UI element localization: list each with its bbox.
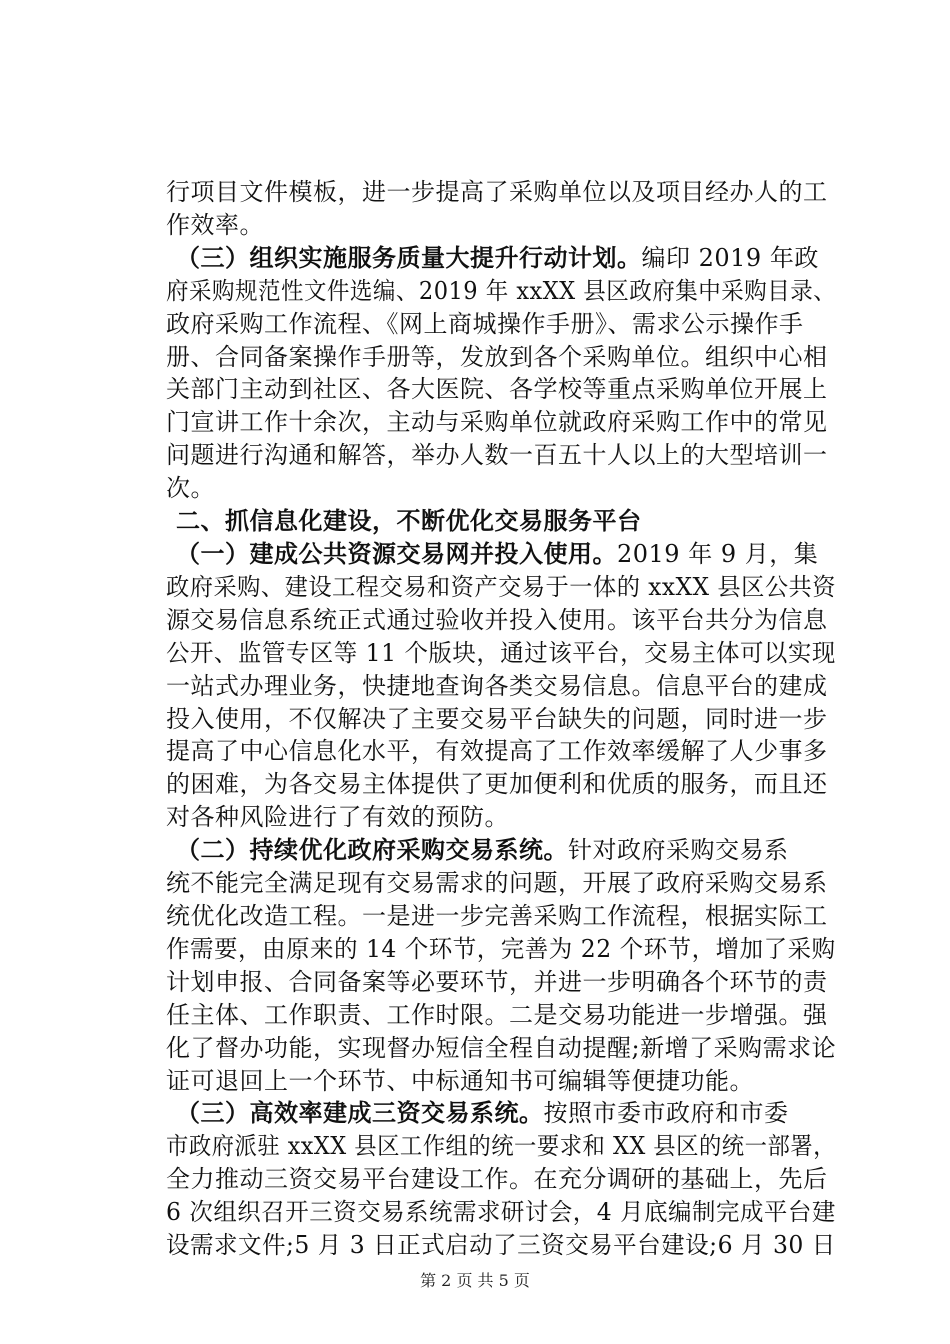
chapter-heading: 二、抓信息化建设，不断优化交易服务平台 (176, 506, 642, 536)
body-line: 次。 (166, 474, 215, 503)
body-line: 门宣讲工作十余次，主动与采购单位就政府采购工作中的常见 (166, 408, 828, 437)
body-line: 关部门主动到社区、各大医院、各学校等重点采购单位开展上 (166, 375, 828, 404)
section-heading: （三）组织实施服务质量大提升行动计划。 (176, 242, 642, 272)
section-heading-line: （二）持续优化政府采购交易系统。针对政府采购交易系 (176, 835, 789, 865)
section-heading: （一）建成公共资源交易网并投入使用。 (176, 539, 617, 568)
body-line: 提高了中心信息化水平，有效提高了工作效率缓解了人少事多 (166, 737, 828, 766)
body-line: 府采购规范性文件选编、2019 年 xxXX 县区政府集中采购目录、 (166, 276, 837, 305)
section-heading-line: （三）组织实施服务质量大提升行动计划。编印 2019 年政 (176, 242, 819, 272)
body-line: 对各种风险进行了有效的预防。 (166, 803, 509, 832)
body-line: 统优化改造工程。一是进一步完善采购工作流程，根据实际工 (166, 902, 828, 930)
body-line: 政府采购、建设工程交易和资产交易于一体的 xxXX 县区公共资 (166, 572, 836, 601)
body-line: 公开、监管专区等 11 个版块，通过该平台，交易主体可以实现 (166, 638, 836, 667)
body-line: 全力推动三资交易平台建设工作。在充分调研的基础上，先后 (166, 1165, 828, 1194)
body-line: 统不能完全满足现有交易需求的问题，开展了政府采购交易系 (166, 869, 828, 898)
body-line: 一站式办理业务，快捷地查询各类交易信息。信息平台的建成 (166, 671, 828, 700)
body-line: 任主体、工作职责、工作时限。二是交易功能进一步增强。强 (166, 1000, 828, 1029)
body-line: 的困难，为各交易主体提供了更加便利和优质的服务，而且还 (166, 770, 828, 799)
body-line: 市政府派驻 xxXX 县区工作组的统一要求和 XX 县区的统一部署， (166, 1132, 836, 1161)
section-heading-line: （三）高效率建成三资交易系统。按照市委市政府和市委 (176, 1098, 789, 1128)
page-number: 第 2 页 共 5 页 (420, 1271, 530, 1290)
body-line: 作效率。 (166, 210, 264, 239)
body-line: 源交易信息系统正式通过验收并投入使用。该平台共分为信息 (166, 605, 828, 634)
body-line: 行项目文件模板，进一步提高了采购单位以及项目经办人的工 (166, 178, 828, 206)
body-line: 投入使用，不仅解决了主要交易平台缺失的问题，同时进一步 (166, 704, 828, 733)
section-heading: （三）高效率建成三资交易系统。 (176, 1098, 544, 1128)
body-line: 作需要，由原来的 14 个环节，完善为 22 个环节，增加了采购 (166, 934, 836, 963)
body-line: 问题进行沟通和解答，举办人数一百五十人以上的大型培训一 (166, 441, 828, 470)
section-heading: （二）持续优化政府采购交易系统。 (176, 835, 568, 865)
body-line: 设需求文件;5 月 3 日正式启动了三资交易平台建设;6 月 30 日 (166, 1231, 836, 1260)
body-line: 化了督办功能，实现督办短信全程自动提醒;新增了采购需求论 (166, 1033, 837, 1062)
body-line: 册、合同备案操作手册等，发放到各个采购单位。组织中心相 (166, 342, 828, 371)
body-line: 证可退回上一个环节、中标通知书可编辑等便捷功能。 (166, 1066, 754, 1095)
section-heading-line: （一）建成公共资源交易网并投入使用。2019 年 9 月，集 (176, 539, 819, 568)
body-line: 6 次组织召开三资交易系统需求研讨会，4 月底编制完成平台建 (166, 1198, 836, 1227)
body-line: 计划申报、合同备案等必要环节，并进一步明确各个环节的责 (166, 967, 828, 996)
chapter-heading-line (176, 505, 836, 538)
body-line: 政府采购工作流程、《网上商城操作手册》、需求公示操作手 (166, 309, 804, 338)
